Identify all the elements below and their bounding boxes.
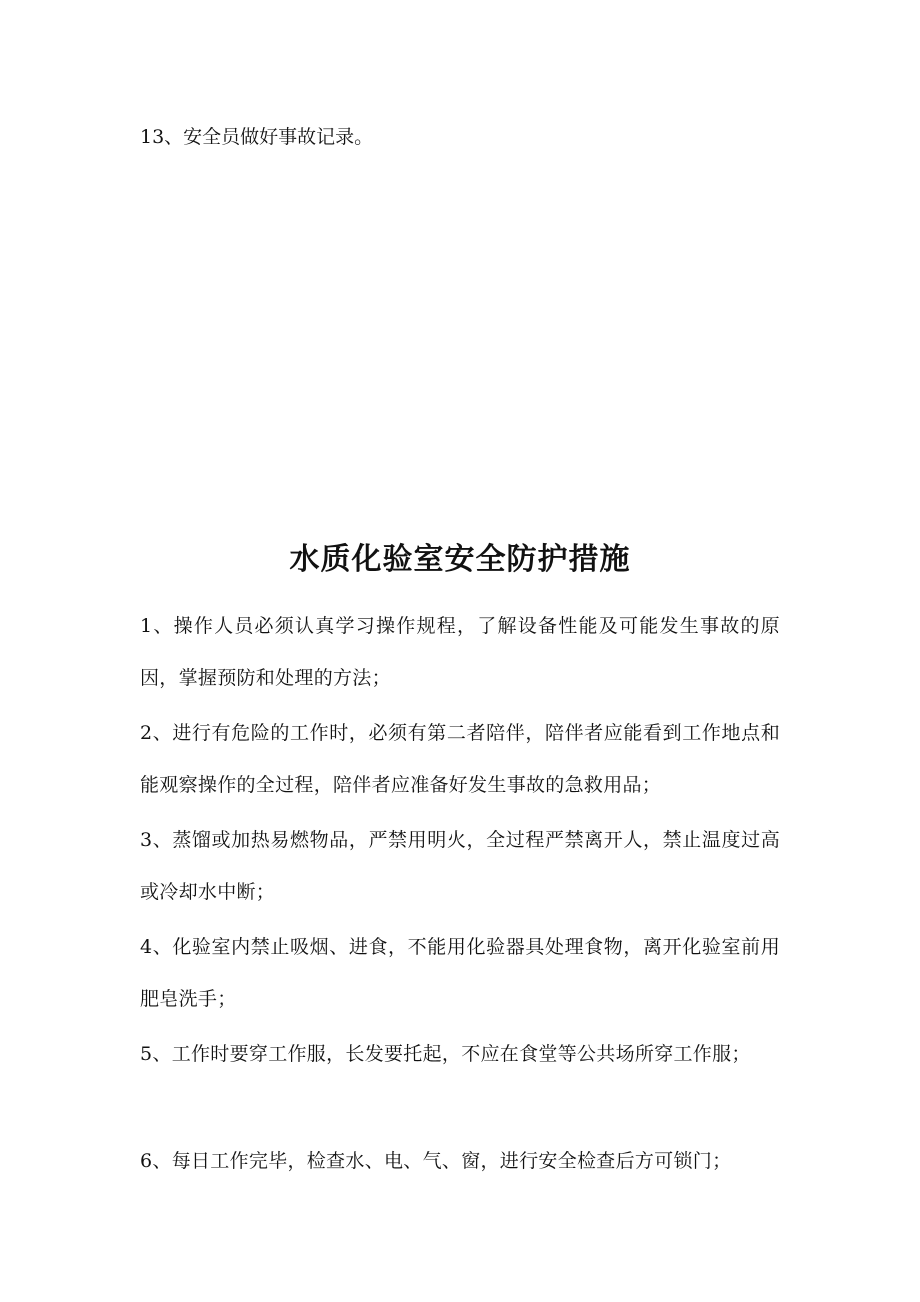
list-item: 1、操作人员必须认真学习操作规程，了解设备性能及可能发生事故的原因，掌握预防和处理的方法； bbox=[140, 615, 780, 689]
safety-measures-list bbox=[140, 600, 780, 1190]
list-item: 5、工作时要穿工作服，长发要托起，不应在食堂等公共场所穿工作服； bbox=[140, 1043, 751, 1065]
list-item: 2、进行有危险的工作时，必须有第二者陪伴，陪伴者应能看到工作地点和能观察操作的全过程，陪伴者应准备好发生事故的急救用品； bbox=[140, 722, 780, 796]
previous-item-13: 13、安全员做好事故记录。 bbox=[140, 126, 374, 148]
list-item: 3、蒸馏或加热易燃物品，严禁用明火，全过程严禁离开人，禁止温度过高或冷却水中断； bbox=[140, 829, 780, 903]
list-item: 4、化验室内禁止吸烟、进食，不能用化验器具处理食物，离开化验室前用肥皂洗手； bbox=[140, 936, 780, 1010]
list-item: 6、每日工作完毕，检查水、电、气、窗，进行安全检查后方可锁门； bbox=[140, 1150, 732, 1172]
section-title: 水质化验室安全防护措施 bbox=[289, 542, 631, 577]
